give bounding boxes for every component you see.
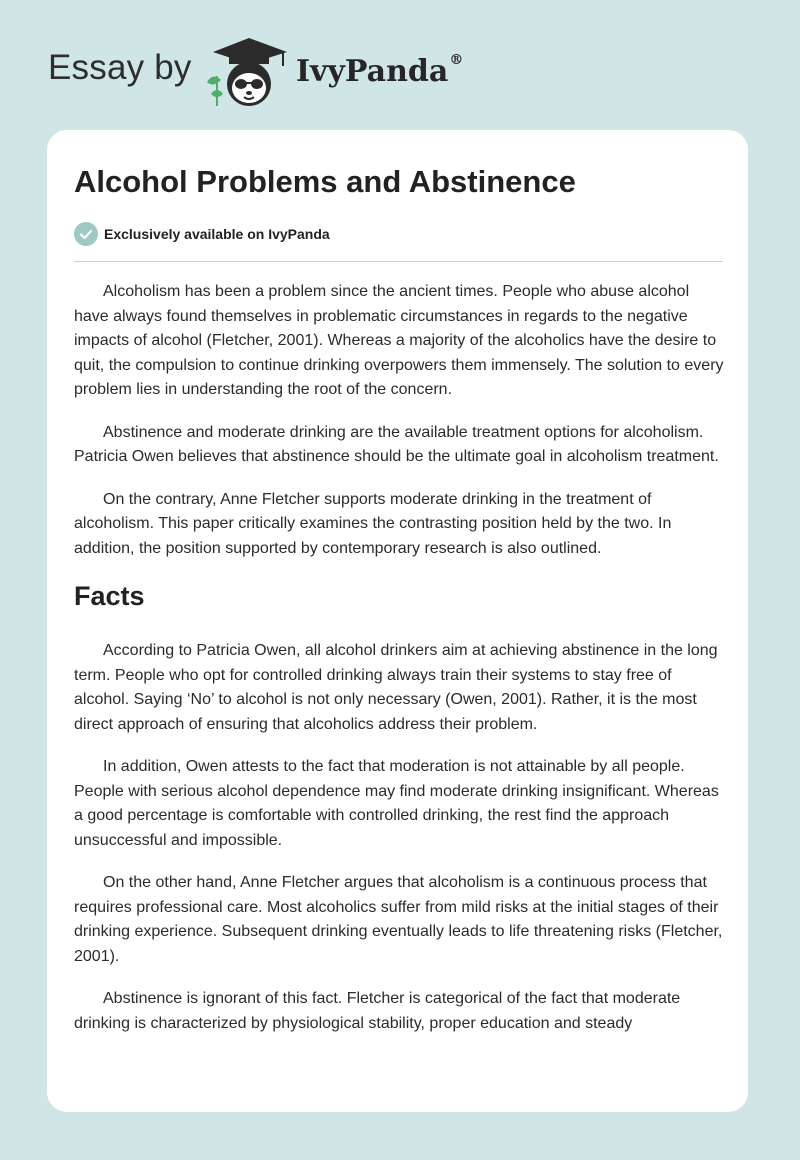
section-heading: Facts — [74, 581, 145, 611]
paragraph: In addition, Owen attests to the fact that moderation is not attainable by all people. People with serious alcohol dependence may find moderate drinking insignificant. Whereas a good percentage is comfortable with controlled drinking, the rest find the approach unsuccessful and impossible. — [74, 758, 719, 849]
brand-name-text: IvyPanda — [296, 54, 449, 89]
check-circle-icon — [74, 222, 98, 246]
registered-mark: ® — [449, 52, 464, 68]
paragraph: On the other hand, Anne Fletcher argues that alcoholism is a continuous process that requires professional care. Most alcoholics suffer from mild risks at the initial stages of their drinking experience. Subsequent drinking eventually leads to life threatening risks (Fletcher, 2001). — [74, 874, 723, 965]
paragraph: Abstinence is ignorant of this fact. Fletcher is categorical of the fact that moderate drinking is characterized by physiological stability, proper education and steady — [74, 990, 681, 1032]
brand-name — [296, 54, 463, 89]
paragraph: Alcoholism has been a problem since the ancient times. People who abuse alcohol have always found themselves in problematic circumstances in regards to the negative impacts of alcohol (Fletcher, 2001). Whereas a majority of the alcoholics have the desire to quit, the compulsion to continue drinking overpowers them immensely. The solution to every problem lies in understanding the root of the concern. — [74, 283, 724, 398]
essay-card — [47, 130, 748, 1112]
paragraph: On the contrary, Anne Fletcher supports moderate drinking in the treatment of alcoholism. This paper critically examines the contrasting position held by the two. In addition, the position supported by contemporary research is also outlined. — [74, 490, 672, 557]
divider — [74, 261, 723, 262]
brand-prefix: Essay by — [48, 48, 192, 87]
brand-header[interactable] — [48, 30, 468, 110]
essay-content — [74, 280, 724, 1054]
paragraph: According to Patricia Owen, all alcohol drinkers aim at achieving abstinence in the long term. People who opt for controlled drinking always train their systems to stay free of alcohol. Saying ‘No’ to alcohol is not only necessary (Owen, 2001). Rather, it is the most direct approach of ensuring that alcoholics address their problem. — [74, 642, 718, 733]
panda-logo-icon — [203, 36, 293, 110]
paragraph: Abstinence and moderate drinking are the available treatment options for alcoholism. Patricia Owen believes that abstinence should be the ultimate goal in alcoholism treatment. — [74, 423, 719, 465]
page-title: Alcohol Problems and Abstinence — [74, 164, 576, 199]
badge-text: Exclusively available on IvyPanda — [104, 226, 330, 242]
exclusive-badge — [74, 221, 330, 247]
